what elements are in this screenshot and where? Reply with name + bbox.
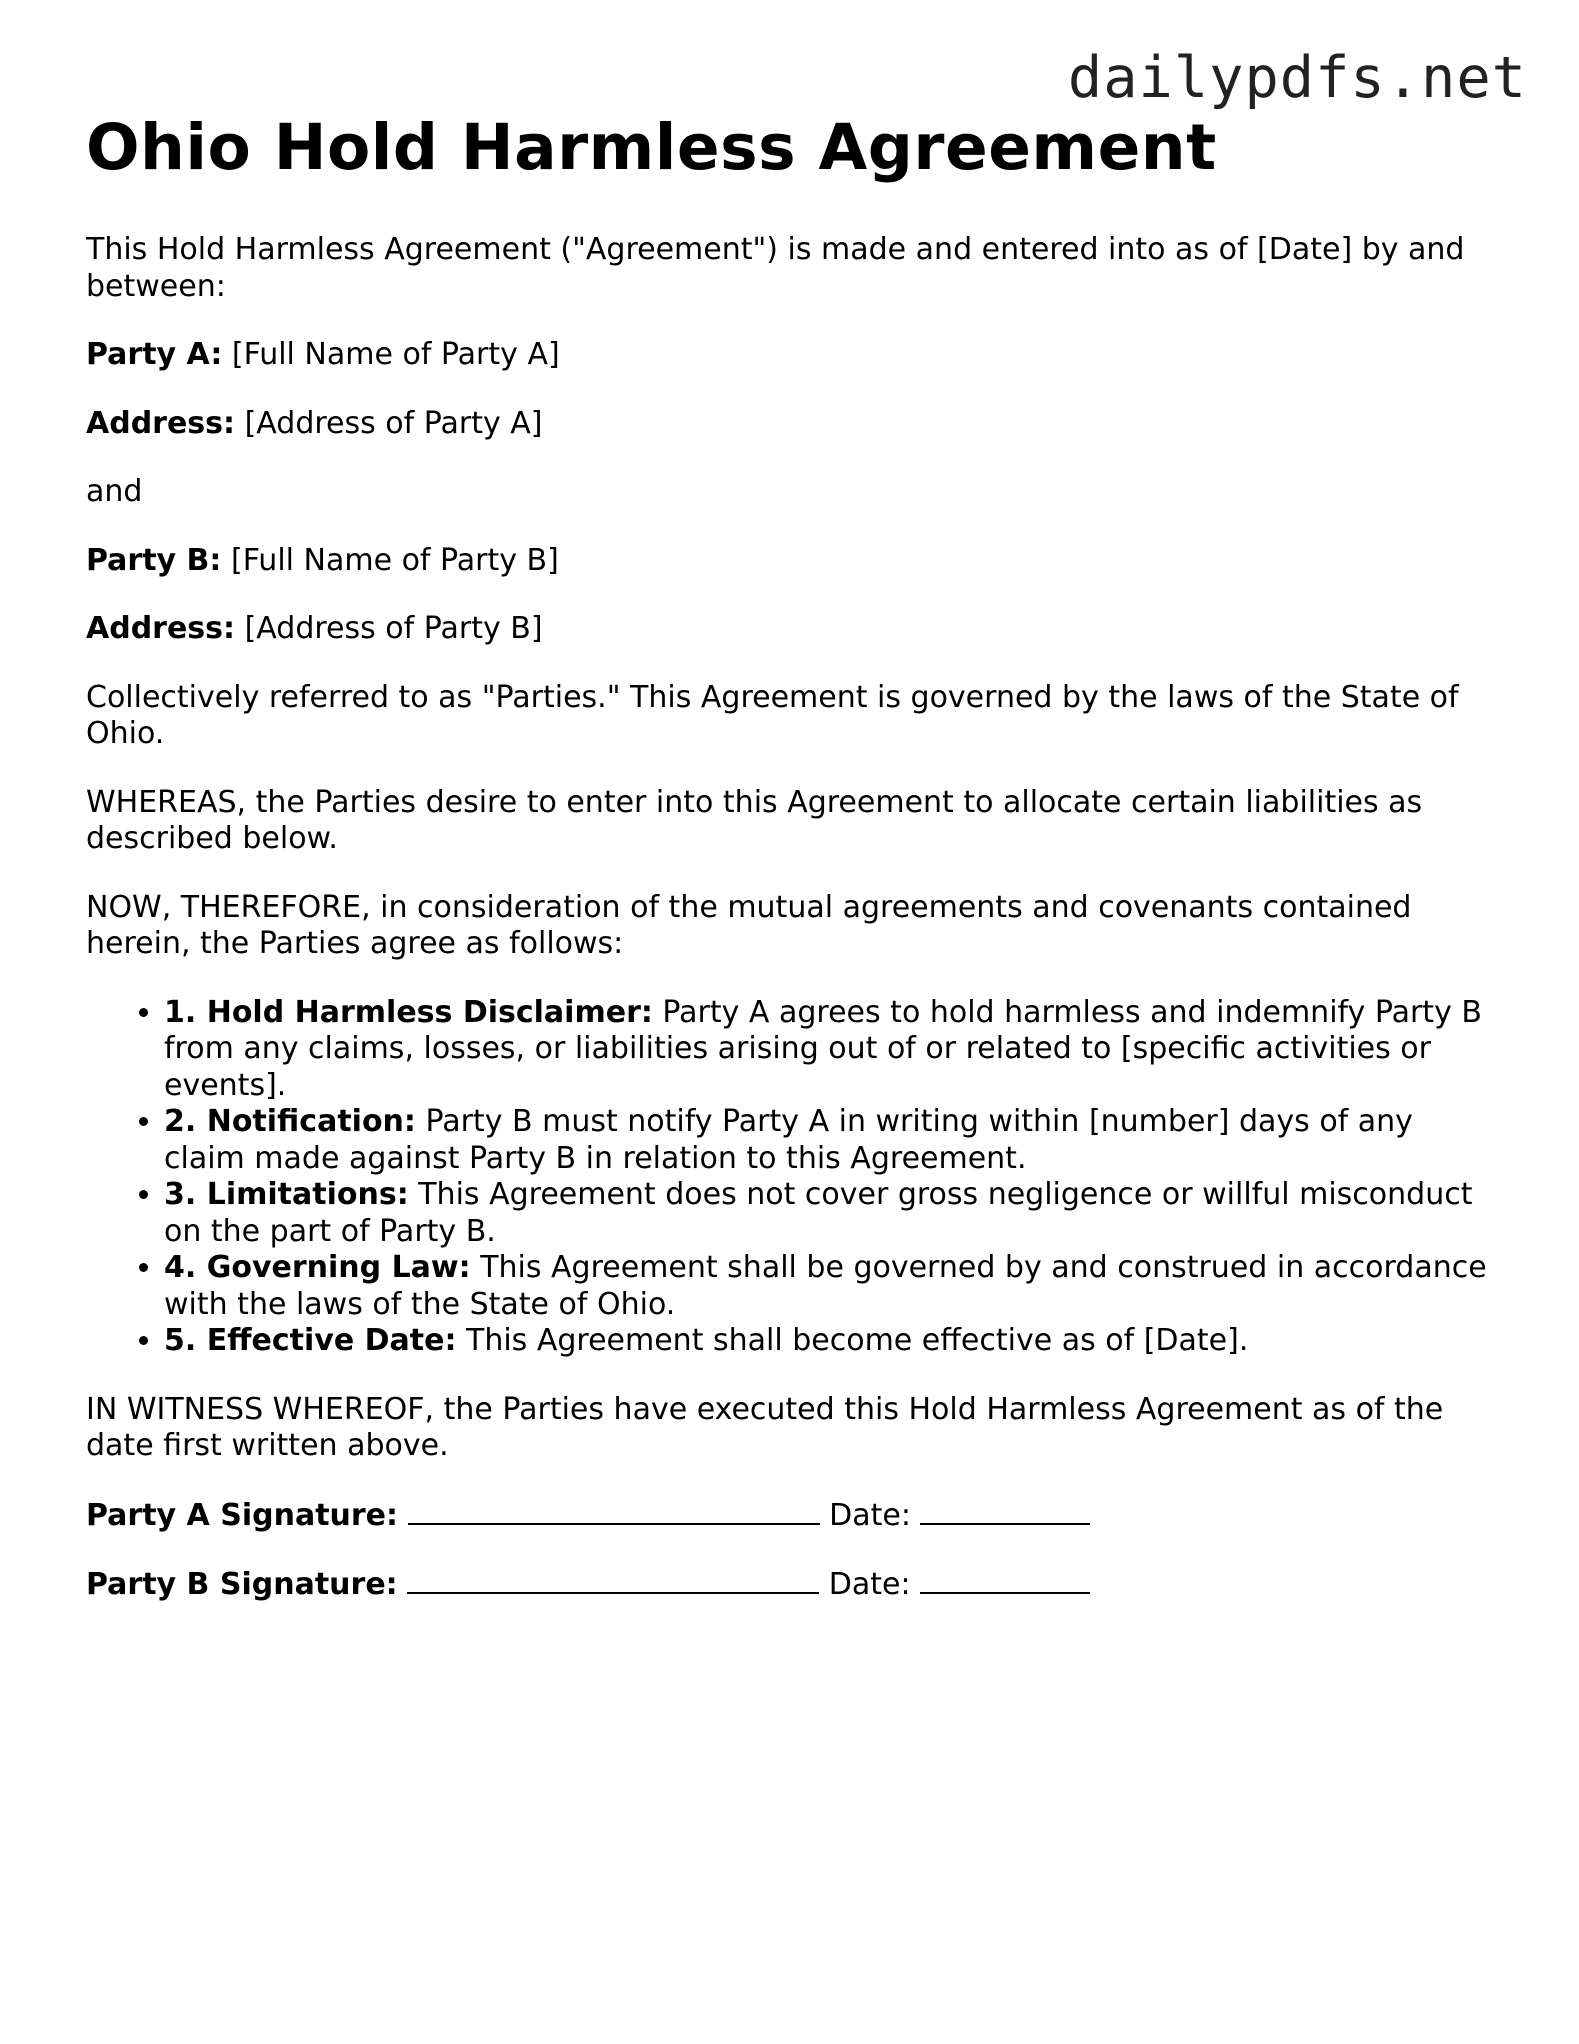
address-a-line: [86, 406, 1496, 443]
whereas-paragraph: WHEREAS, the Parties desire to enter into this Agreement to allocate certain liabilities as described below.: [86, 784, 1423, 856]
party-b-date-line[interactable]: [920, 1566, 1090, 1594]
party-b-value: [Full Name of Party B]: [230, 542, 559, 578]
address-a-label: Address:: [86, 405, 236, 441]
address-a-value: [Address of Party A]: [244, 405, 543, 441]
clause-list: [86, 995, 1496, 1360]
witness-paragraph: IN WITNESS WHEREOF, the Parties have executed this Hold Harmless Agreement as of the date first written above.: [86, 1391, 1444, 1463]
party-a-label: Party A:: [86, 337, 223, 372]
intro-paragraph: This Hold Harmless Agreement ("Agreement") is made and entered into as of [Date] by and between:: [86, 232, 1465, 304]
clause-text: This Agreement shall be governed by and construed in accordance with the laws of the State of Ohio.: [164, 1250, 1487, 1322]
clause-title: 2. Notification:: [164, 1104, 416, 1139]
and-text: and: [86, 474, 143, 509]
clause-text: Party A agrees to hold harmless and indemnify Party B from any claims, losses, or liabilities arising out of or related to [specific activities or events].: [164, 994, 1482, 1103]
party-b-date-label: Date:: [828, 1567, 911, 1602]
clause-text: This Agreement shall become effective as of [Date].: [466, 1323, 1249, 1358]
clause-text: Party B must notify Party A in writing within [number] days of any claim made against Party B in relation to this Agreement.: [164, 1104, 1413, 1176]
document-page: [86, 108, 1496, 1636]
document-title: Ohio Hold Harmless Agreement: [86, 111, 1217, 184]
clause-item: [164, 1177, 1496, 1250]
party-a-signature-line[interactable]: [408, 1497, 820, 1525]
clause-text: This Agreement does not cover gross negligence or willful misconduct on the part of Party B.: [164, 1177, 1473, 1249]
party-a-date-label: Date:: [829, 1497, 911, 1533]
clause-title: 3. Limitations:: [164, 1177, 409, 1212]
clause-item: [164, 1104, 1496, 1177]
clause-item: [164, 1250, 1496, 1323]
clause-item: [164, 1323, 1496, 1360]
clause-title: 4. Governing Law:: [164, 1250, 471, 1285]
party-a-date-line[interactable]: [920, 1497, 1090, 1525]
party-b-signature-line[interactable]: [407, 1566, 819, 1594]
address-b-label: Address:: [86, 611, 236, 646]
clause-title: 5. Effective Date:: [164, 1323, 457, 1358]
address-b-line: [86, 611, 1496, 648]
party-a-signature-label: Party A Signature:: [86, 1497, 399, 1533]
signature-row-a: [86, 1497, 1496, 1535]
party-a-line: [86, 337, 1496, 374]
party-b-signature-label: Party B Signature:: [86, 1567, 398, 1602]
party-a-value: [Full Name of Party A]: [231, 337, 560, 372]
address-b-value: [Address of Party B]: [244, 611, 543, 646]
clause-title: 1. Hold Harmless Disclaimer:: [164, 994, 653, 1030]
clause-item: [164, 995, 1496, 1105]
party-b-label: Party B:: [86, 542, 222, 578]
now-therefore-paragraph: NOW, THEREFORE, in consideration of the mutual agreements and covenants contained herein, the Parties agree as follows:: [86, 889, 1412, 961]
party-b-line: [86, 543, 1496, 580]
watermark: dailypdfs.net: [1067, 45, 1527, 111]
collectively-paragraph: Collectively referred to as "Parties." This Agreement is governed by the laws of the State of Ohio.: [86, 679, 1459, 751]
signature-row-b: [86, 1566, 1496, 1604]
